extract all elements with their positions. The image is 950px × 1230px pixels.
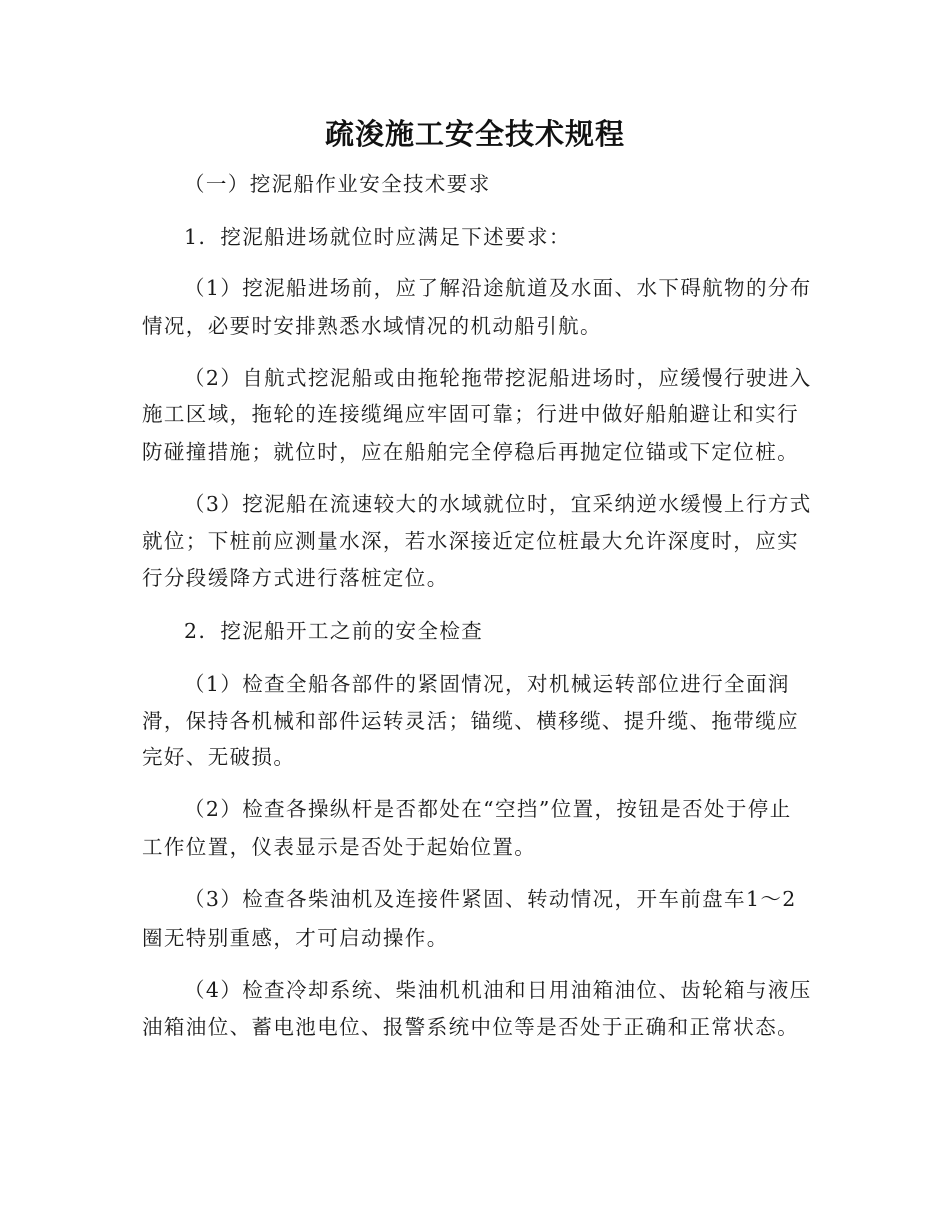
subsection-heading-1: 1．挖泥船进场就位时应满足下述要求：	[184, 225, 571, 249]
paragraph-line: （1）检查全船各部件的紧固情况，对机械运转部位进行全面润	[184, 672, 790, 696]
paragraph-line: （2）检查各操纵杆是否都处在“空挡”位置，按钮是否处于停止	[184, 797, 792, 821]
paragraph-line: （4）检查冷却系统、柴油机机油和日用油箱油位、齿轮箱与液压	[184, 978, 812, 1002]
paragraph-line: 完好、无破损。	[142, 745, 296, 769]
paragraph-line: （3）检查各柴油机及连接件紧固、转动情况，开车前盘车1～2	[184, 887, 797, 911]
paragraph-line: （3）挖泥船在流速较大的水域就位时，宜采纳逆水缓慢上行方式	[184, 492, 812, 516]
paragraph-line: 施工区域，拖轮的连接缆绳应牢固可靠；行进中做好船舶避让和实行	[142, 402, 799, 426]
paragraph-line: 情况，必要时安排熟悉水域情况的机动船引航。	[142, 314, 602, 338]
paragraph-line: （2）自航式挖泥船或由拖轮拖带挖泥船进场时，应缓慢行驶进入	[184, 366, 812, 390]
paragraph-line: 圈无特别重感，才可启动操作。	[142, 926, 449, 950]
paragraph-line: 滑，保持各机械和部件运转灵活；锚缆、横移缆、提升缆、拖带缆应	[142, 709, 799, 733]
paragraph-line: 油箱油位、蓄电池电位、报警系统中位等是否处于正确和正常状态。	[142, 1015, 799, 1039]
paragraph-line: 防碰撞措施；就位时，应在船舶完全停稳后再抛定位锚或下定位桩。	[142, 440, 799, 464]
paragraph-line: 行分段缓降方式进行落桩定位。	[142, 566, 449, 590]
document-title: 疏浚施工安全技术规程	[324, 117, 625, 151]
paragraph-line: （1）挖泥船进场前，应了解沿途航道及水面、水下碍航物的分布	[184, 276, 812, 300]
paragraph-line: 工作位置，仪表显示是否处于起始位置。	[142, 835, 537, 859]
subsection-heading-2: 2．挖泥船开工之前的安全检查	[184, 619, 484, 643]
section-heading-1: （一）挖泥船作业安全技术要求	[184, 172, 491, 196]
paragraph-line: 就位；下桩前应测量水深，若水深接近定位桩最大允许深度时，应实	[142, 529, 799, 553]
